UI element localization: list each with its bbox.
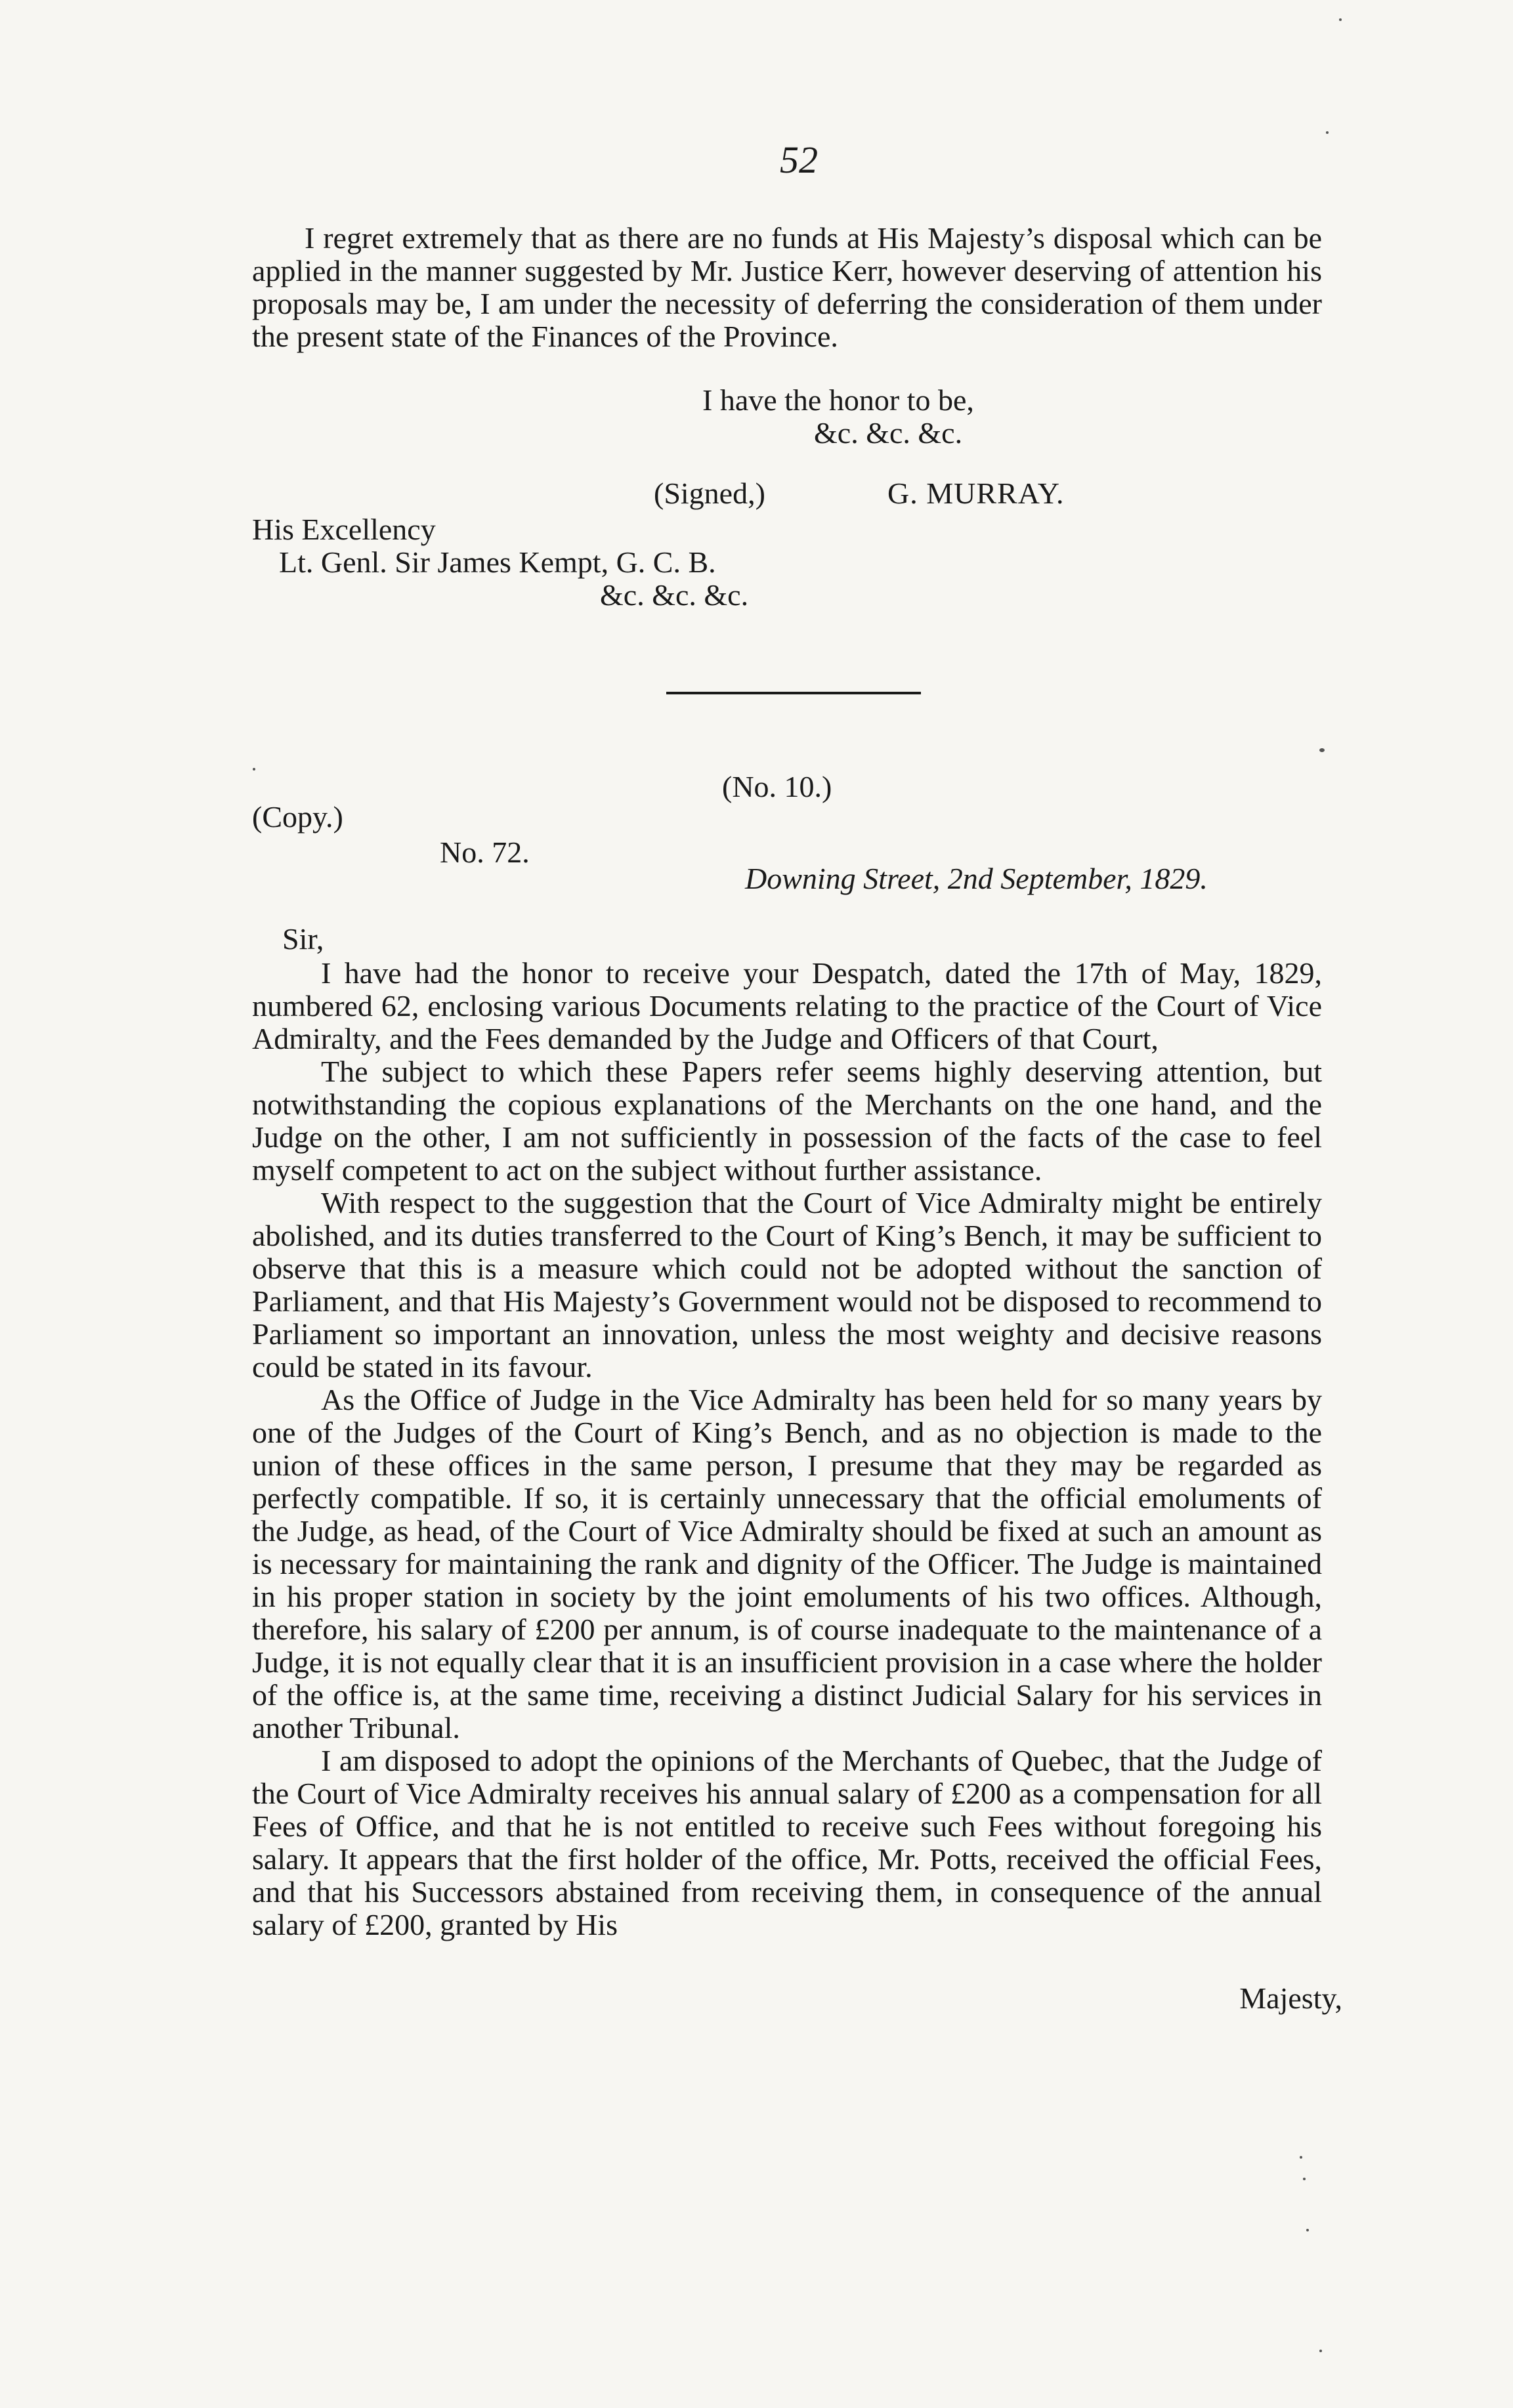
- paragraph: The subject to which these Papers refer seems highly deserving attention, but notwithstanding the copious explanations of the Merchants on the one hand, and the Judge on the other, I am not sufficiently in possession of the facts of the case to feel myself competent to act on the subject without further assistance.: [252, 1055, 1322, 1187]
- signed-label: (Signed,): [654, 476, 765, 510]
- opening-paragraph: I regret extremely that as there are no funds at His Majesty’s disposal which can be applied in the manner suggested by Mr. Justice Kerr, however deserving of attention his proposals may be, I am under the necessity of deferring the consideration of them under the present state of the Finances of the Province.: [252, 221, 1322, 353]
- salutation: Sir,: [282, 922, 324, 956]
- addressee-title: His Excellency: [252, 513, 436, 546]
- closing-etc: &c. &c. &c.: [814, 416, 963, 450]
- paragraph: I have had the honor to receive your Despatch, dated the 17th of May, 1829, numbered 62, enclosing various Documents relating to the practice of the Court of Vice Admiralty, and the Fees demanded by the Judge and Officers of that Court,: [252, 956, 1322, 1055]
- letter-number: No. 72.: [440, 835, 530, 869]
- letter-number-paren: (No. 10.): [722, 770, 832, 803]
- page-number: 52: [780, 138, 818, 181]
- signatory-name: G. MURRAY.: [887, 476, 1065, 510]
- dateline: Downing Street, 2nd September, 1829.: [745, 862, 1208, 895]
- letter-body: [252, 957, 1322, 1941]
- closing-honor: I have the honor to be,: [702, 383, 974, 417]
- section-divider: [666, 692, 921, 694]
- catchword: Majesty,: [1239, 1981, 1342, 2015]
- addressee-etc: &c. &c. &c.: [600, 578, 749, 612]
- addressee-name: Lt. Genl. Sir James Kempt, G. C. B.: [279, 545, 716, 579]
- copy-label: (Copy.): [252, 800, 343, 834]
- paragraph: I am disposed to adopt the opinions of the Merchants of Quebec, that the Judge of the Court of Vice Admiralty receives his annual salary of £200 as a compensation for all Fees of Office, and that he is not entitled to receive such Fees without foregoing his salary. It appears that the first holder of the office, Mr. Potts, received the official Fees, and that his Successors abstained from receiving them, in consequence of the annual salary of £200, granted by His: [252, 1744, 1322, 1941]
- paragraph: With respect to the suggestion that the Court of Vice Admiralty might be entirely abolished, and its duties transferred to the Court of King’s Bench, it may be sufficient to observe that this is a measure which could not be adopted without the sanction of Parliament, and that His Majesty’s Government would not be disposed to recommend to Parliament so important an innovation, unless the most weighty and decisive reasons could be stated in its favour.: [252, 1186, 1322, 1384]
- paragraph: As the Office of Judge in the Vice Admiralty has been held for so many years by one of the Judges of the Court of King’s Bench, and as no objection is made to the union of these offices in the same person, I presume that they may be regarded as perfectly compatible. If so, it is certainly unnecessary that the official emoluments of the Judge, as head, of the Court of Vice Admiralty should be fixed at such an amount as is necessary for maintaining the rank and dignity of the Officer. The Judge is maintained in his proper station in society by the joint emoluments of his two offices. Although, therefore, his salary of £200 per annum, is of course inadequate to the maintenance of a Judge, it is not equally clear that it is an insufficient provision in a case where the holder of the office is, at the same time, receiving a distinct Judicial Salary for his services in another Tribunal.: [252, 1383, 1322, 1744]
